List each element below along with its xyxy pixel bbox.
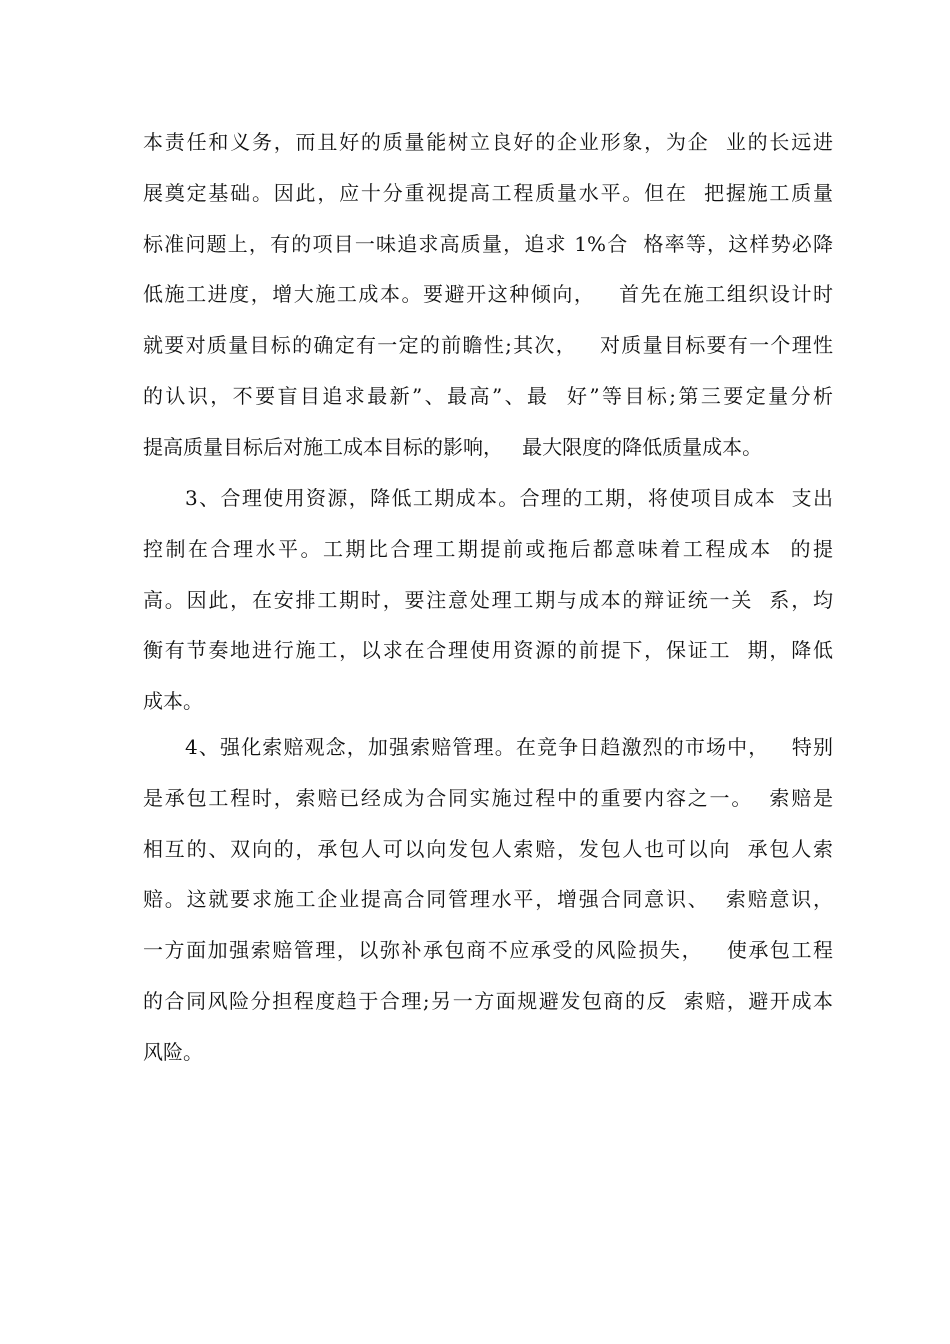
text-line: 的认识，不要盲目追求最新”、最高”、最 好”等目标;第三要定量分析 <box>143 383 833 408</box>
text-line: 的合同风险分担程度趋于合理;另一方面规避发包商的反 索赔，避开成本 <box>143 988 833 1013</box>
text-line: 是承包工程时，索赔已经成为合同实施过程中的重要内容之一。 索赔是 <box>143 785 833 810</box>
text-line: 4、强化索赔观念，加强索赔管理。在竞争日趋激烈的市场中， 特别 <box>185 735 833 759</box>
text-line: 控制在合理水平。工期比合理工期提前或拖后都意味着工程成本 的提 <box>143 536 833 561</box>
text-line: 高。因此，在安排工期时，要注意处理工期与成本的辩证统一关 系，均 <box>143 587 833 612</box>
text-line: 就要对质量目标的确定有一定的前瞻性;其次， 对质量目标要有一个理性 <box>143 333 833 358</box>
text-line: 赔。这就要求施工企业提高合同管理水平，增强合同意识、 索赔意识， <box>143 887 833 912</box>
text-line: 衡有节奏地进行施工，以求在合理使用资源的前提下，保证工 期，降低 <box>143 638 833 663</box>
text-line: 标准问题上，有的项目一味追求高质量，追求 1%合 格率等，这样势必降 <box>143 231 833 256</box>
text-line: 低施工进度，增大施工成本。要避开这种倾向， 首先在施工组织设计时 <box>143 282 833 307</box>
text-line: 风险。 <box>143 1039 203 1064</box>
text-line: 相互的、双向的，承包人可以向发包人索赔，发包人也可以向 承包人索 <box>143 836 833 861</box>
text-line: 3、合理使用资源，降低工期成本。合理的工期，将使项目成本 支出 <box>185 486 833 510</box>
text-line: 提高质量目标后对施工成本目标的影响， 最大限度的降低质量成本。 <box>143 434 763 459</box>
paragraph-claims-management <box>143 722 833 1078</box>
text-line: 成本。 <box>143 689 203 714</box>
paragraph-quality-cost <box>143 117 833 473</box>
text-line: 本责任和义务，而且好的质量能树立良好的企业形象，为企 业的长远进 <box>143 130 833 154</box>
text-line: 一方面加强索赔管理，以弥补承包商不应承受的风险损失， 使承包工程 <box>143 938 833 963</box>
text-line: 展奠定基础。因此，应十分重视提高工程质量水平。但在 把握施工质量 <box>143 180 833 205</box>
paragraph-schedule-cost <box>143 473 833 727</box>
